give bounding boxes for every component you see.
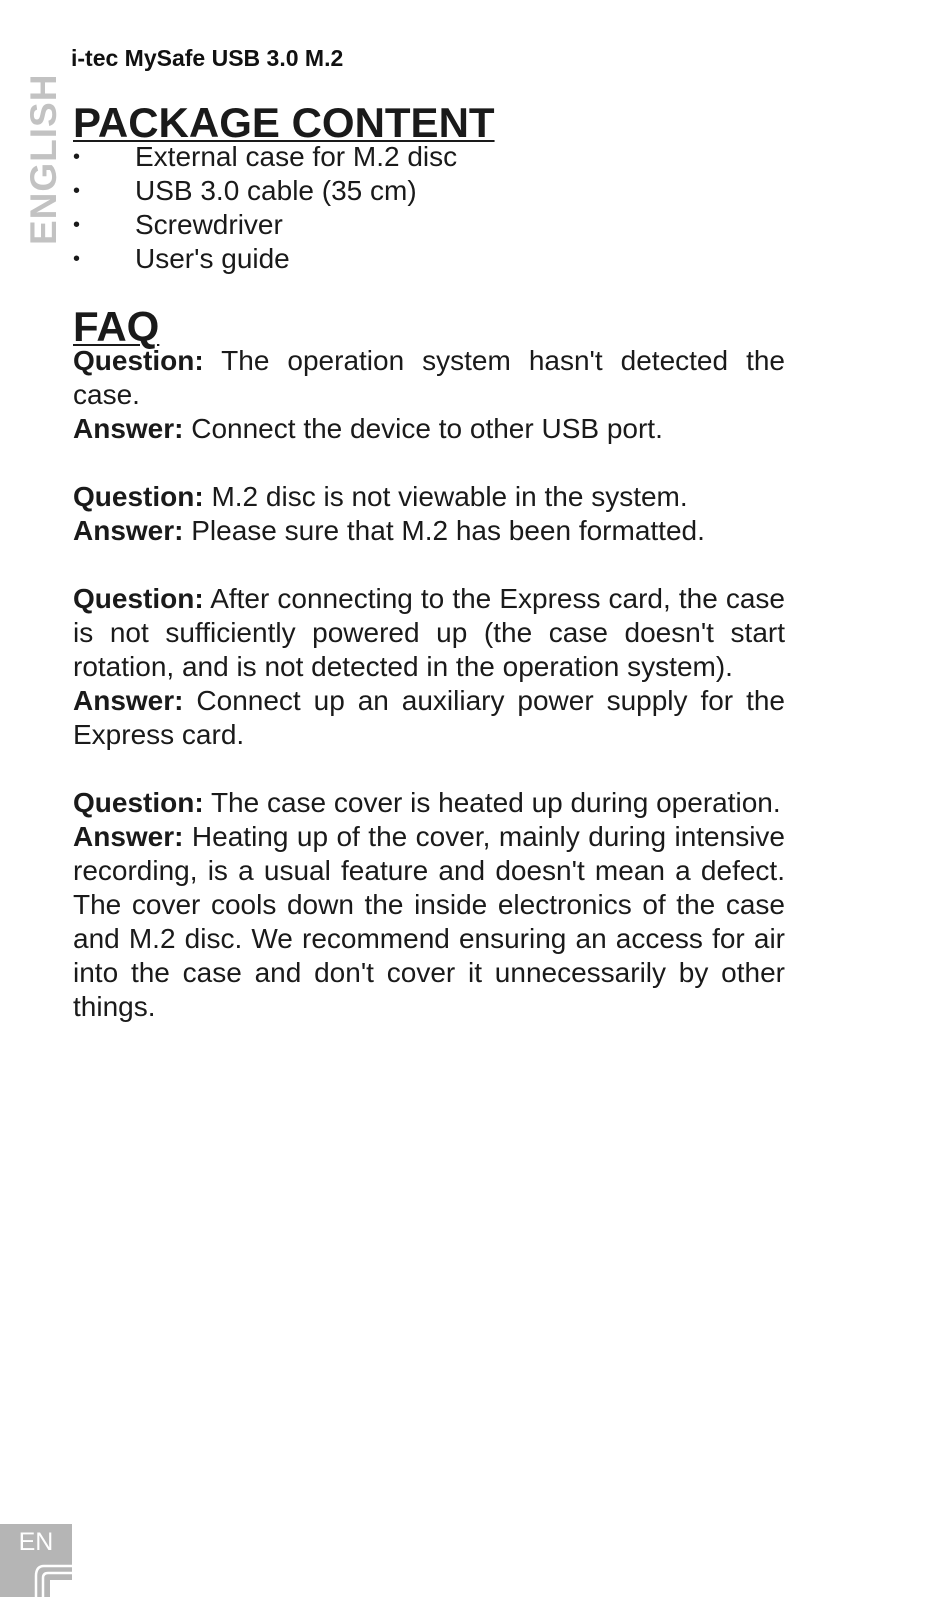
package-content-heading: PACKAGE CONTENT [73,99,495,146]
package-item-label: Screwdriver [135,209,283,240]
faq-entry [73,786,785,1024]
question-label: Question: [73,345,204,376]
answer-text: Heating up of the cover, mainly during intensive recording, is a usual feature and doesn't mean a defect. The cover cools down the inside electronics of the case and M.2 disc. We recommend ensuring an access for air into the case and don't cover it unnecessarily by other things. [73,821,785,1022]
faq-question [73,786,785,820]
answer-text: Connect the device to other USB port. [183,413,663,444]
question-label: Question: [73,481,204,512]
language-code: EN [18,1528,54,1556]
package-item-label: User's guide [135,243,290,274]
spacer [73,548,785,582]
faq-answer [73,412,785,446]
faq-question [73,344,785,412]
answer-text: Please sure that M.2 has been formatted. [183,515,705,546]
question-text: M.2 disc is not viewable in the system. [203,481,688,512]
language-badge [0,1524,72,1597]
package-content-list [73,140,785,276]
list-item [73,140,785,174]
list-item [73,242,785,276]
list-item [73,208,785,242]
faq-answer [73,684,785,752]
faq-entry [73,344,785,446]
question-text: After connecting to the Express card, the case is not sufficiently powered up (the case doesn't start rotation, and is not detected in the operation system). [73,583,785,682]
question-label: Question: [73,583,204,614]
faq-entry [73,582,785,752]
bullet-icon: • [73,248,81,270]
faq-answer [73,514,785,548]
answer-label: Answer: [73,515,184,546]
answer-text: Connect up an auxiliary power supply for the Express card. [73,685,785,750]
product-title: i-tec MySafe USB 3.0 M.2 [71,45,344,71]
faq-question [73,480,785,514]
package-item-label: USB 3.0 cable (35 cm) [135,175,417,206]
faq-heading: FAQ [73,303,160,350]
faq-question [73,582,785,684]
bullet-icon: • [73,180,81,202]
question-text: The case cover is heated up during operation. [203,787,781,818]
question-text: The operation system hasn't detected the case. [73,345,785,410]
answer-label: Answer: [73,821,184,852]
list-item [73,174,785,208]
bullet-icon: • [73,146,81,168]
spacer [73,752,785,786]
manual-content [73,99,785,1024]
package-item-label: External case for M.2 disc [135,141,458,172]
bullet-icon: • [73,214,81,236]
side-language-label: ENGLISH [23,73,64,245]
answer-label: Answer: [73,685,184,716]
answer-label: Answer: [73,413,184,444]
spacer [73,276,785,310]
faq-entry [73,480,785,548]
spacer [73,446,785,480]
page-tab-icon [34,1562,72,1597]
question-label: Question: [73,787,204,818]
faq-answer [73,820,785,1024]
